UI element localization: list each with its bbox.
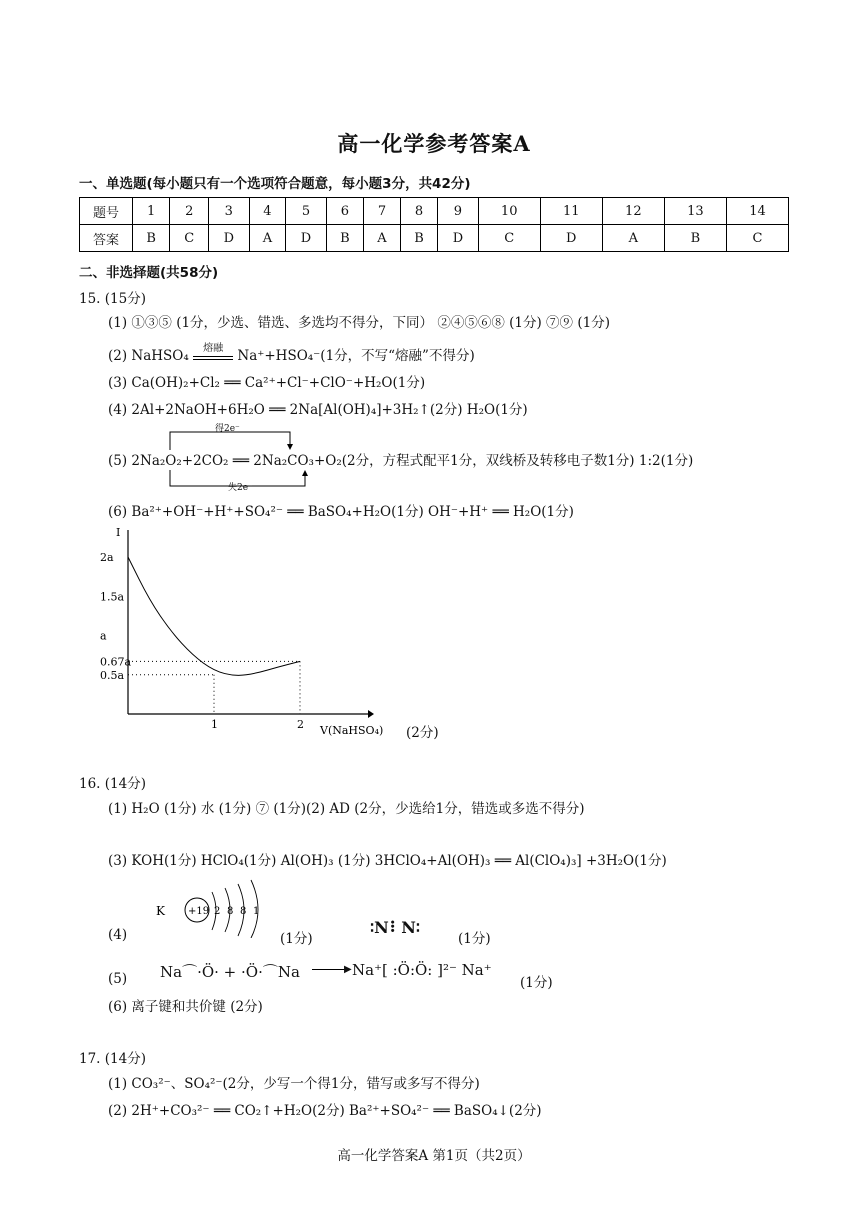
q16-line4-score2: (1分) bbox=[458, 931, 491, 947]
question-number-cell: 11 bbox=[540, 198, 602, 225]
q15-line2 bbox=[108, 344, 475, 364]
answer-cell: B bbox=[400, 225, 437, 252]
potassium-atom-structure bbox=[150, 878, 270, 938]
question-number-cell: 2 bbox=[170, 198, 209, 225]
q16-line3: (3) KOH(1分) HClO₄(1分) Al(OH)₃ (1分) 3HClO₄+Al(OH)₃ ══ Al(ClO₄)₃] +3H₂O(1分) bbox=[108, 853, 667, 869]
sodium-peroxide-right: Na⁺[ :Ö:Ö: ]²⁻ Na⁺ bbox=[352, 961, 492, 979]
question-number-cell: 6 bbox=[326, 198, 363, 225]
gain-electron-label: 得2e⁻ bbox=[215, 424, 240, 434]
shell-4: 1 bbox=[253, 906, 260, 917]
question-number-cell: 8 bbox=[400, 198, 437, 225]
y-tick-label: a bbox=[100, 629, 107, 643]
q16-line4-score1: (1分) bbox=[280, 931, 313, 947]
question-number-cell: 12 bbox=[602, 198, 664, 225]
atom-nucleus: +19 bbox=[188, 906, 210, 917]
formation-arrow-head: ▶ bbox=[344, 964, 352, 975]
y-tick-label: 0.5a bbox=[100, 668, 125, 682]
q15-line2-left: (2) NaHSO₄ bbox=[108, 348, 189, 364]
nitrogen-electron-formula: ∶N⠇N∶ bbox=[370, 918, 421, 937]
q15-heading: 15. (15分) bbox=[79, 291, 146, 307]
answer-cell: B bbox=[664, 225, 726, 252]
melt-condition: 熔融 bbox=[203, 343, 224, 354]
table-row-numbers bbox=[80, 198, 789, 225]
lose-electron-label: 失2e⁻ bbox=[228, 483, 253, 493]
question-number-cell: 1 bbox=[133, 198, 170, 225]
answer-cell: D bbox=[286, 225, 326, 252]
conductivity-curve bbox=[128, 557, 300, 675]
q17-line2: (2) 2H⁺+CO₃²⁻ ══ CO₂↑+H₂O(2分) Ba²⁺+SO₄²⁻ ══ BaSO₄↓(2分) bbox=[108, 1103, 542, 1119]
q17-heading: 17. (14分) bbox=[79, 1051, 146, 1067]
section1-heading: 一、单选题(每小题只有一个选项符合题意，每小题3分，共42分) bbox=[79, 176, 471, 192]
shell-2: 8 bbox=[227, 906, 234, 917]
answer-cell: D bbox=[209, 225, 249, 252]
q16-line6: (6) 离子键和共价键 (2分) bbox=[108, 999, 263, 1015]
q16-line5-label: (5) bbox=[108, 971, 128, 987]
y-tick-label: 0.67a bbox=[100, 655, 132, 669]
q15-line4: (4) 2Al+2NaOH+6H₂O ══ 2Na[Al(OH)₄]+3H₂↑(2分) H₂O(1分) bbox=[108, 402, 528, 418]
answer-cell: A bbox=[364, 225, 401, 252]
shell-3: 8 bbox=[240, 906, 247, 917]
q15-line6: (6) Ba²⁺+OH⁻+H⁺+SO₄²⁻ ══ BaSO₄+H₂O(1分) OH⁻+H⁺ ══ H₂O(1分) bbox=[108, 504, 574, 520]
answer-cell: C bbox=[726, 225, 788, 252]
y-axis-label: I bbox=[116, 526, 121, 539]
answer-cell: A bbox=[602, 225, 664, 252]
answer-cell: B bbox=[326, 225, 363, 252]
section2-heading: 二、非选择题(共58分) bbox=[79, 265, 219, 281]
question-number-cell: 7 bbox=[364, 198, 401, 225]
x-tick-label: 1 bbox=[211, 718, 218, 731]
q16-line4-label: (4) bbox=[108, 927, 128, 943]
page-footer: 高一化学答案A 第1页（共2页） bbox=[337, 1148, 531, 1164]
atom-symbol: K bbox=[156, 904, 165, 918]
q15-line5: (5) 2Na₂O₂+2CO₂ ══ 2Na₂CO₃+O₂(2分，方程式配平1分，双线桥及转移电子数1分) 1:2(1分) bbox=[108, 453, 694, 469]
row-label-answer: 答案 bbox=[80, 225, 133, 252]
x-tick-label: 2 bbox=[297, 718, 304, 731]
q17-line1: (1) CO₃²⁻、SO₄²⁻(2分，少写一个得1分，错写或多写不得分) bbox=[108, 1076, 480, 1092]
question-number-cell: 3 bbox=[209, 198, 249, 225]
y-tick-label: 2a bbox=[100, 551, 114, 564]
answer-cell: C bbox=[478, 225, 540, 252]
question-number-cell: 4 bbox=[249, 198, 286, 225]
page-title: 高一化学参考答案A bbox=[337, 131, 531, 156]
shell-1: 2 bbox=[214, 906, 221, 917]
question-number-cell: 5 bbox=[286, 198, 326, 225]
x-axis-label: V(NaHSO₄) bbox=[320, 724, 384, 737]
question-number-cell: 9 bbox=[438, 198, 478, 225]
conductivity-chart bbox=[100, 520, 400, 740]
table-row-answers bbox=[80, 225, 789, 252]
q16-line5-score: (1分) bbox=[520, 975, 553, 991]
q15-line1: (1) ①③⑤ (1分，少选、错选、多选均不得分，下同） ②④⑤⑥⑧ (1分) ⑦⑨ (1分) bbox=[108, 315, 610, 331]
question-number-cell: 13 bbox=[664, 198, 726, 225]
graph-score: (2分) bbox=[406, 725, 439, 741]
melt-arrow bbox=[193, 343, 233, 360]
answer-cell: B bbox=[133, 225, 170, 252]
q15-line3: (3) Ca(OH)₂+Cl₂ ══ Ca²⁺+Cl⁻+ClO⁻+H₂O(1分) bbox=[108, 375, 426, 391]
question-number-cell: 14 bbox=[726, 198, 788, 225]
answer-cell: A bbox=[249, 225, 286, 252]
q16-heading: 16. (14分) bbox=[79, 776, 146, 792]
q16-line1: (1) H₂O (1分) 水 (1分) ⑦ (1分)(2) AD (2分，少选给1分，错选或多选不得分) bbox=[108, 801, 585, 817]
answer-cell: D bbox=[438, 225, 478, 252]
y-tick-label: 1.5a bbox=[100, 590, 125, 604]
row-label-number: 题号 bbox=[80, 198, 133, 225]
q15-line2-right: Na⁺+HSO₄⁻(1分，不写“熔融”不得分) bbox=[237, 348, 475, 364]
question-number-cell: 10 bbox=[478, 198, 540, 225]
formation-arrow bbox=[312, 969, 348, 970]
sodium-peroxide-left: Na⌒·Ö· + ·Ö·⌒Na bbox=[160, 963, 300, 981]
answer-cell: C bbox=[170, 225, 209, 252]
answer-cell: D bbox=[540, 225, 602, 252]
answer-table bbox=[79, 197, 789, 252]
